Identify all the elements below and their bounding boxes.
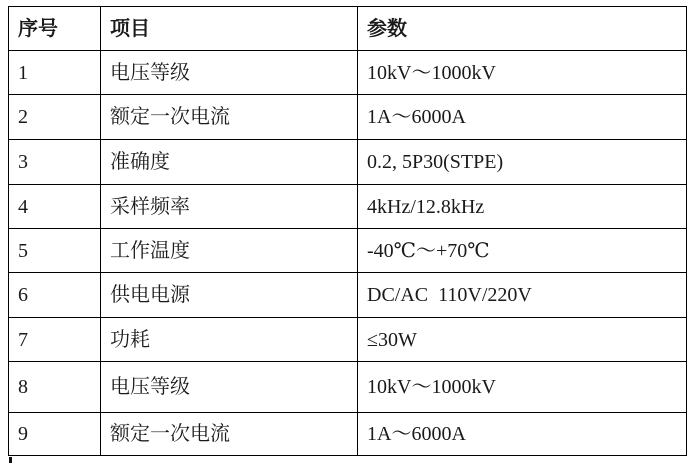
header-cell-param: 参数 <box>358 7 687 51</box>
table-row <box>9 140 687 185</box>
cell-item: 电压等级 <box>101 51 358 95</box>
header-cell-item: 项目 <box>101 7 358 51</box>
cropped-glyph-artifact <box>9 457 12 463</box>
cell-item: 供电电源 <box>101 273 358 318</box>
cell-item: 额定一次电流 <box>101 413 358 456</box>
cell-param: ≤30W <box>358 318 687 362</box>
table-row <box>9 318 687 362</box>
table-row <box>9 273 687 318</box>
table-row <box>9 51 687 95</box>
cell-item: 电压等级 <box>101 362 358 413</box>
cell-index: 3 <box>9 140 101 185</box>
cell-param: 1A～6000A <box>358 413 687 456</box>
cell-item: 工作温度 <box>101 229 358 273</box>
cell-index: 8 <box>9 362 101 413</box>
cell-param: -40℃～+70℃ <box>358 229 687 273</box>
table-header <box>9 7 687 51</box>
cell-item: 采样频率 <box>101 185 358 229</box>
cell-index: 2 <box>9 95 101 140</box>
cell-index: 6 <box>9 273 101 318</box>
cell-param: 1A～6000A <box>358 95 687 140</box>
table-row <box>9 95 687 140</box>
table-row <box>9 413 687 456</box>
cell-item: 功耗 <box>101 318 358 362</box>
cell-item: 额定一次电流 <box>101 95 358 140</box>
cell-index: 9 <box>9 413 101 456</box>
cell-index: 4 <box>9 185 101 229</box>
table-row <box>9 185 687 229</box>
cell-item: 准确度 <box>101 140 358 185</box>
cell-param: DC/AC 110V/220V <box>358 273 687 318</box>
cell-index: 5 <box>9 229 101 273</box>
cell-index: 7 <box>9 318 101 362</box>
header-cell-index: 序号 <box>9 7 101 51</box>
table-row <box>9 229 687 273</box>
table-row <box>9 362 687 413</box>
header-row <box>9 7 687 51</box>
cell-param: 10kV～1000kV <box>358 362 687 413</box>
cell-param: 0.2, 5P30(STPE) <box>358 140 687 185</box>
cell-param: 10kV～1000kV <box>358 51 687 95</box>
table-body <box>9 51 687 456</box>
cell-param: 4kHz/12.8kHz <box>358 185 687 229</box>
cell-index: 1 <box>9 51 101 95</box>
specification-table <box>8 6 687 456</box>
